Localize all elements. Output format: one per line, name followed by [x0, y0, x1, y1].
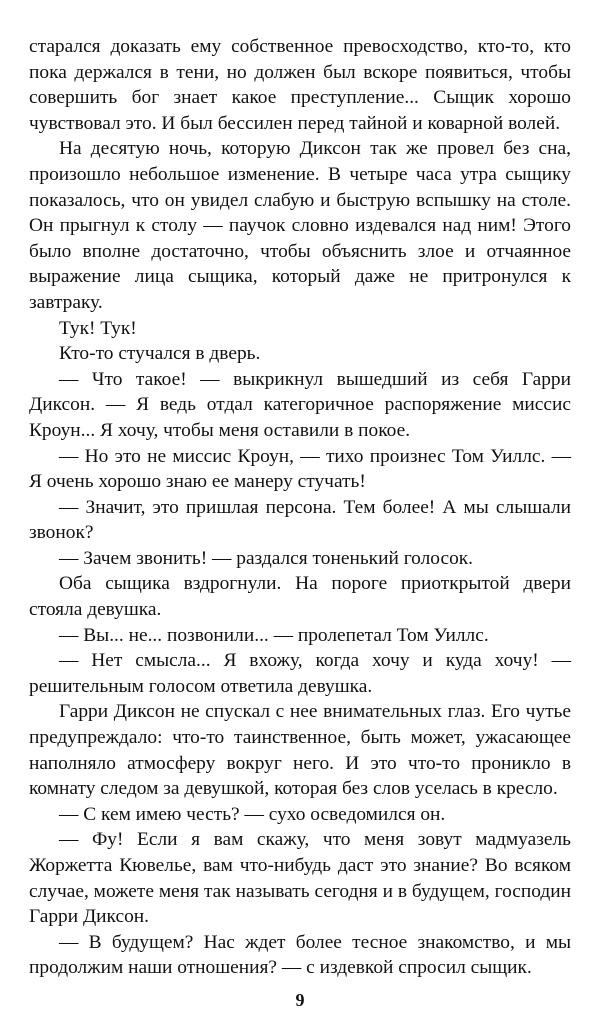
dialogue-line: — Но это не миссис Кроун, — тихо произнес Том Уиллс. — Я очень хорошо знаю ее манеру стучать!: [29, 445, 571, 493]
paragraph: Оба сыщика вздрогнули. На пороге приоткрытой двери стояла девушка.: [29, 573, 571, 621]
dialogue-line: — Зачем звонить! — раздался тоненький голосок.: [59, 547, 474, 569]
paragraph: На десятую ночь, которую Диксон так же провел без сна, произошло небольшое изменение. В четыре часа утра сыщику показалось, что он увидел слабую и быструю вспышку на столе. Он прыгнул к столу — паучок словно издевался над ним! Этого было вполне достаточно, чтобы объяснить злое и отчаянное выражение лица сыщика, который даже не притронулся к завтраку.: [29, 138, 571, 313]
page-body: [29, 34, 571, 981]
dialogue-line: — Фу! Если я вам скажу, что меня зовут мадмуазель Жоржетта Кювелье, вам что-нибудь даст это знание? Во всяком случае, можете меня так называть сегодня и в будущем, господин Гарри Диксон.: [29, 829, 571, 928]
dialogue-line: — В будущем? Нас ждет более тесное знакомство, и мы продолжим наши отношения? — с издевкой спросил сыщик.: [29, 931, 571, 979]
dialogue-line: — Вы... не... позвонили... — пролепетал Том Уиллс.: [59, 624, 489, 646]
dialogue-line: — С кем имею честь? — сухо осведомился он.: [59, 803, 446, 825]
paragraph-continuation: старался доказать ему собственное превосходство, кто-то, кто пока держался в тени, но должен был вскоре появиться, чтобы совершить бог знает какое преступление... Сыщик хорошо чувствовал это. И был бессилен перед тайной и коварной волей.: [29, 36, 571, 134]
dialogue-line: — Что такое! — выкрикнул вышедший из себя Гарри Диксон. — Я ведь отдал категоричное распоряжение миссис Кроун... Я хочу, чтобы меня оставили в покое.: [29, 368, 571, 441]
paragraph: Кто-то стучался в дверь.: [59, 343, 261, 365]
dialogue-line: — Нет смысла... Я вхожу, когда хочу и куда хочу! — решительным голосом ответила девушка.: [29, 650, 571, 697]
page-number: 9: [295, 990, 305, 1010]
dialogue-line: — Значит, это пришлая персона. Тем более! А мы слышали звонок?: [29, 496, 571, 544]
paragraph: Тук! Тук!: [59, 317, 137, 339]
paragraph: Гарри Диксон не спускал с нее внимательных глаз. Его чутье предупреждало: что-то таинственное, быть может, ужасающее наполняло атмосферу вокруг него. И это что-то проникло в комнату следом за девушкой, которая без слов уселась в кресло.: [29, 701, 571, 800]
